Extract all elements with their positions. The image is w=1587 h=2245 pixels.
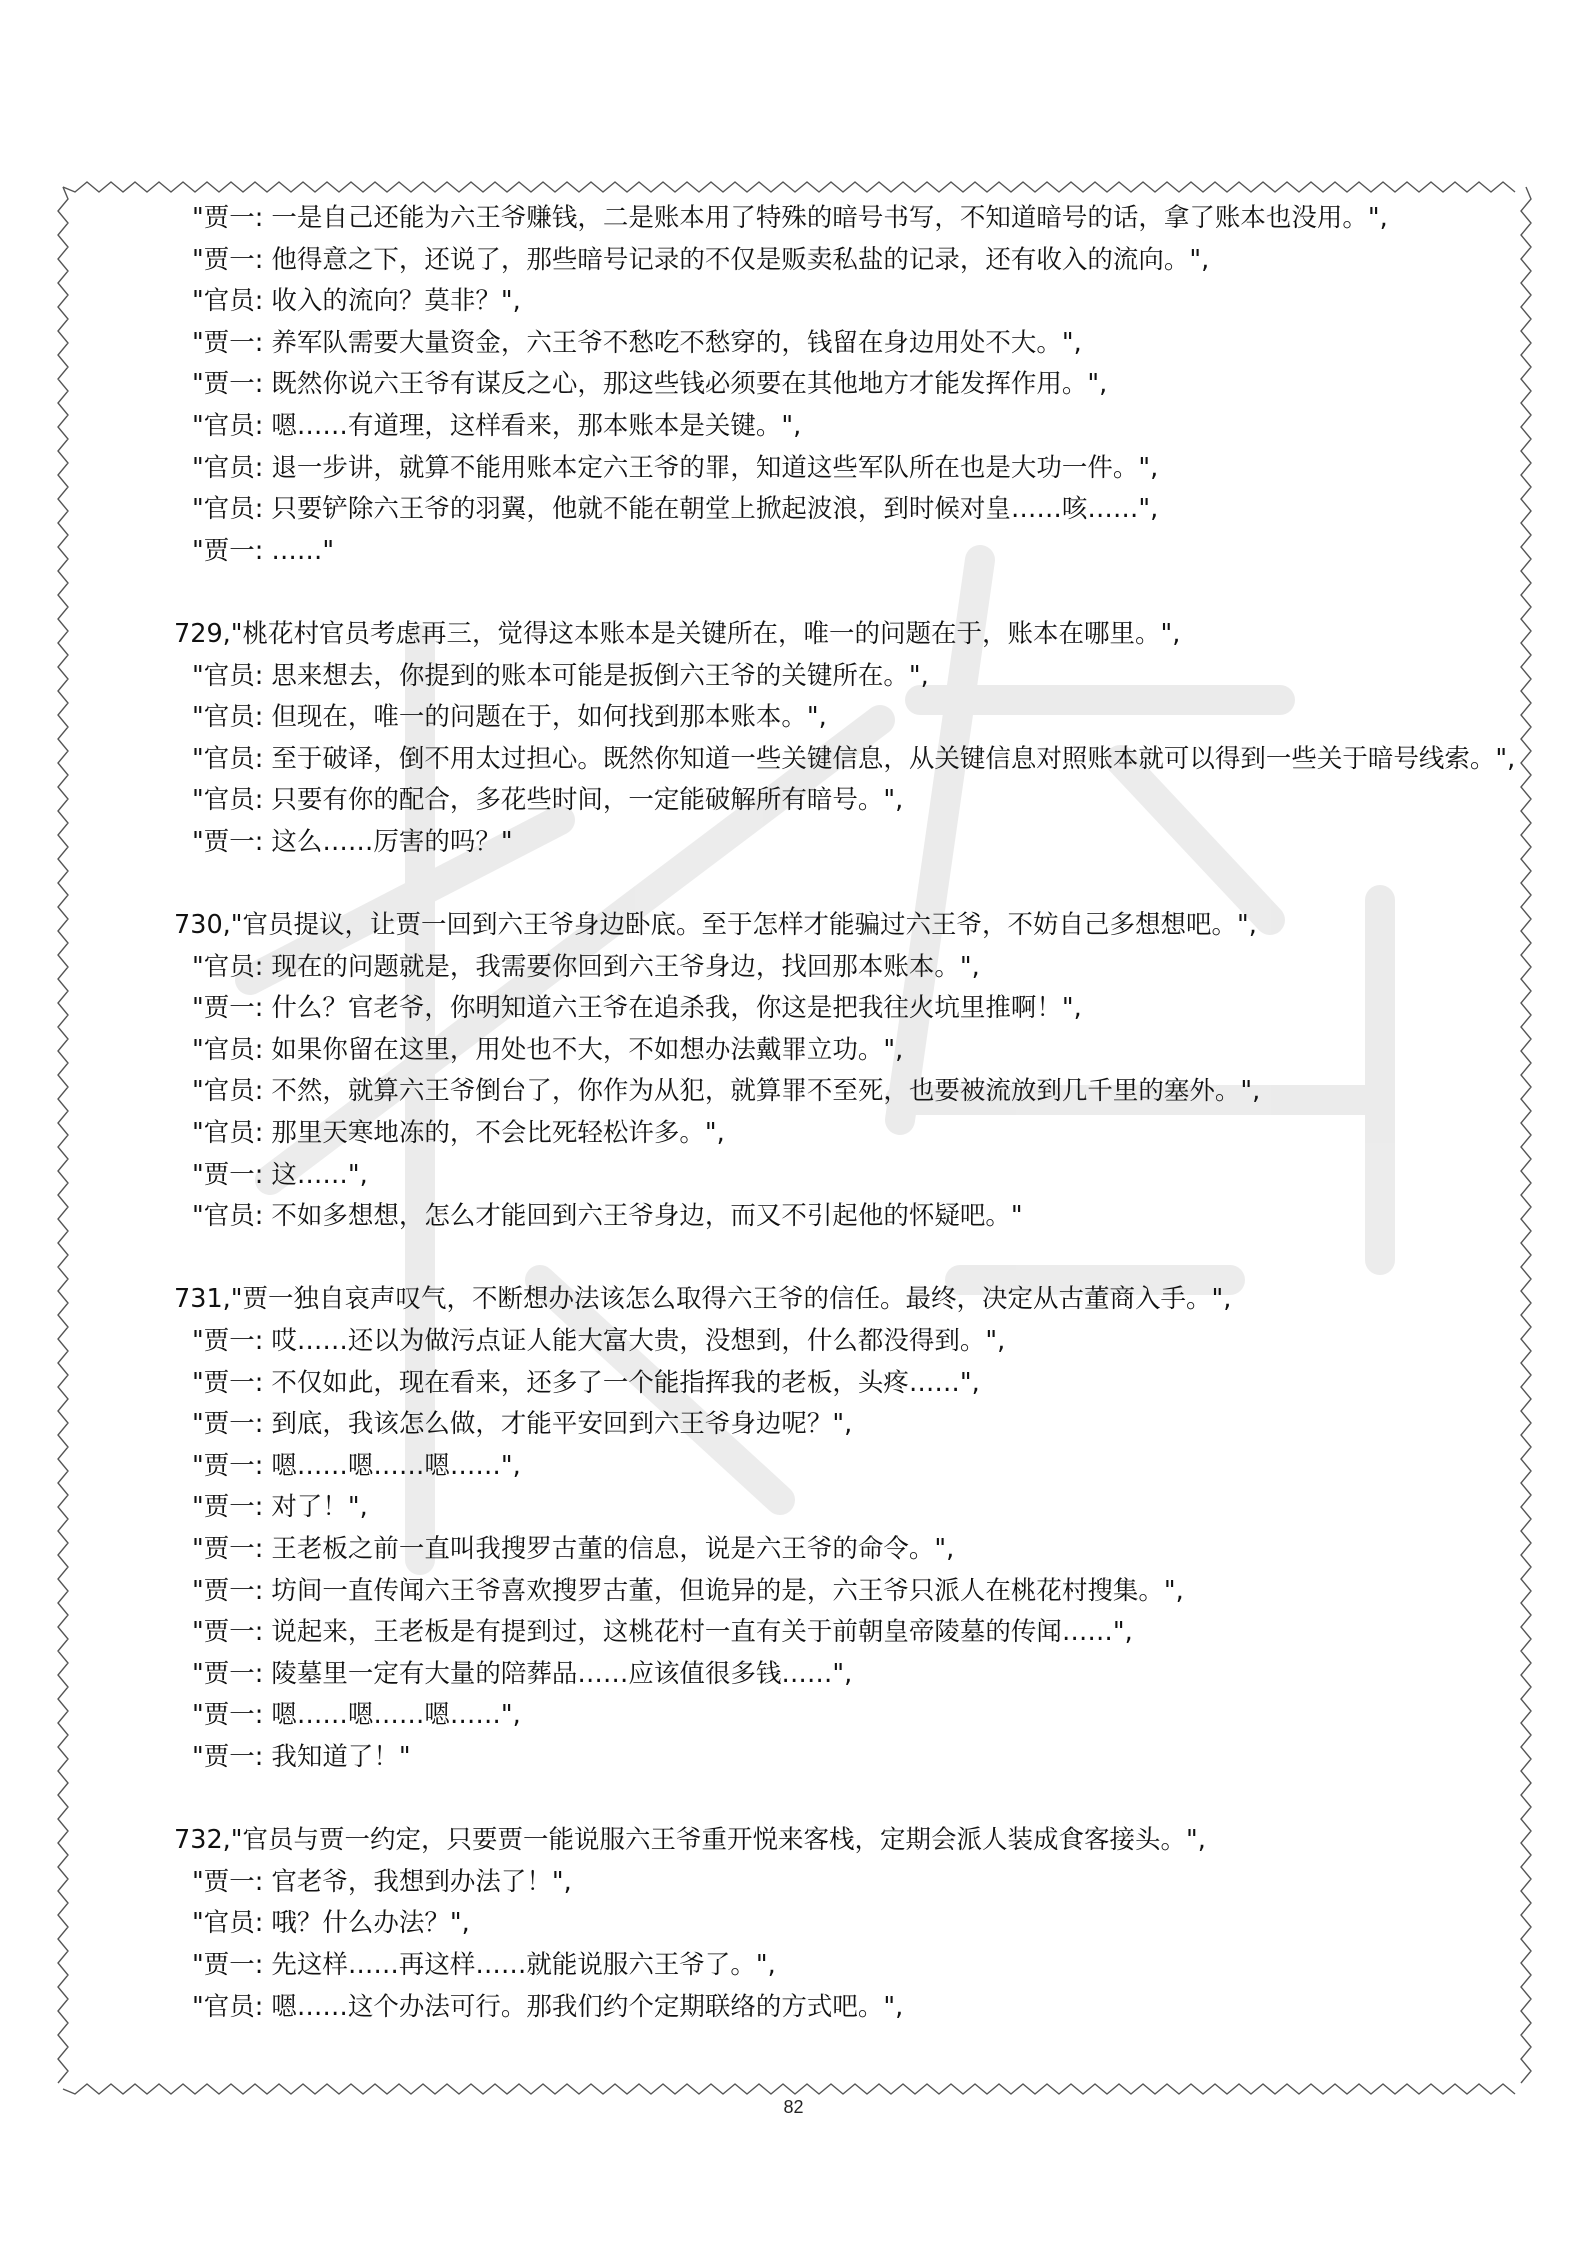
page-number: 82: [783, 2097, 804, 2117]
dialog-line: "贾一: 到底，我该怎么做，才能平安回到六王爷身边呢？",: [192, 1409, 853, 1440]
paragraph-gap: [80, 1238, 1520, 1280]
paragraph: [80, 1820, 1520, 2028]
dialog-line: "贾一: 官老爷，我想到办法了！",: [192, 1866, 572, 1897]
document-body: [80, 198, 1520, 2028]
dialog-line: "贾一: ……": [192, 535, 335, 566]
paragraph: [80, 614, 1520, 864]
dialog-line: "官员: 但现在，唯一的问题在于，如何找到那本账本。",: [192, 702, 827, 733]
dialog-line: "贾一: 对了！",: [192, 1492, 368, 1523]
dialog-line: "贾一: 王老板之前一直叫我搜罗古董的信息，说是六王爷的命令。",: [192, 1534, 955, 1564]
dialog-line: "贾一: 哎……还以为做污点证人能大富大贵，没想到，什么都没得到。",: [192, 1326, 1006, 1357]
dialog-line: "贾一: 养军队需要大量资金，六王爷不愁吃不愁穿的，钱留在身边用处不大。",: [192, 327, 1082, 358]
dialog-line: "官员: 至于破译，倒不用太过担心。既然你知道一些关键信息，从关键信息对照账本就可以得到一些关于暗号线索。",: [192, 743, 1516, 774]
dialog-line: "贾一: 既然你说六王爷有谋反之心，那这些钱必须要在其他地方才能发挥作用。",: [192, 369, 1108, 400]
dialog-line: "贾一: 我知道了！": [192, 1741, 411, 1772]
dialog-line: "贾一: 嗯……嗯……嗯……",: [192, 1450, 521, 1481]
scene-heading: 732,"官员与贾一约定，只要贾一能说服六王爷重开悦来客栈，定期会派人装成食客接头。",: [174, 1825, 1206, 1856]
paragraph: [80, 198, 1520, 572]
dialog-line: "官员: 不然，就算六王爷倒台了，你作为从犯，就算罪不至死，也要被流放到几千里的塞外。",: [192, 1076, 1261, 1107]
dialog-line: "贾一: 不仅如此，现在看来，还多了一个能指挥我的老板，头疼……",: [192, 1367, 980, 1398]
dialog-line: "官员: 现在的问题就是，我需要你回到六王爷身边，找回那本账本。",: [192, 951, 980, 982]
dialog-line: "贾一: 坊间一直传闻六王爷喜欢搜罗古董，但诡异的是，六王爷只派人在桃花村搜集。",: [192, 1575, 1184, 1606]
scene-heading: 730,"官员提议，让贾一回到六王爷身边卧底。至于怎样才能骗过六王爷，不妨自己多想想吧。",: [174, 910, 1257, 941]
dialog-line: "贾一: 一是自己还能为六王爷赚钱，二是账本用了特殊的暗号书写，不知道暗号的话，拿了账本也没用。",: [192, 203, 1388, 233]
dialog-line: "贾一: 什么？官老爷，你明知道六王爷在追杀我，你这是把我往火坑里推啊！",: [192, 993, 1082, 1024]
dialog-line: "贾一: 陵墓里一定有大量的陪葬品……应该值很多钱……",: [192, 1658, 853, 1689]
paragraph-gap: [80, 572, 1520, 614]
paragraph-gap: [80, 1779, 1520, 1821]
scene-heading: 731,"贾一独自哀声叹气，不断想办法该怎么取得六王爷的信任。最终，决定从古董商入手。",: [174, 1284, 1232, 1315]
dialog-line: "官员: 哦？什么办法？",: [192, 1908, 470, 1939]
dialog-line: "官员: 如果你留在这里，用处也不大，不如想办法戴罪立功。",: [192, 1034, 904, 1065]
paragraph: [80, 905, 1520, 1238]
dialog-line: "官员: 嗯……这个办法可行。那我们约个定期联络的方式吧。",: [192, 1991, 904, 2022]
dialog-line: "贾一: 嗯……嗯……嗯……",: [192, 1700, 521, 1731]
dialog-line: "官员: 只要铲除六王爷的羽翼，他就不能在朝堂上掀起波浪，到时候对皇……咳……",: [192, 494, 1159, 525]
paragraph: [80, 1279, 1520, 1778]
dialog-line: "官员: 只要有你的配合，多花些时间，一定能破解所有暗号。",: [192, 785, 904, 816]
dialog-line: "贾一: 说起来，王老板是有提到过，这桃花村一直有关于前朝皇帝陵墓的传闻……",: [192, 1617, 1133, 1648]
paragraph-gap: [80, 864, 1520, 906]
dialog-line: "官员: 那里天寒地冻的，不会比死轻松许多。",: [192, 1118, 725, 1149]
dialog-line: "贾一: 这……",: [192, 1159, 368, 1190]
dialog-line: "官员: 退一步讲，就算不能用账本定六王爷的罪，知道这些军队所在也是大功一件。",: [192, 452, 1159, 483]
dialog-line: "贾一: 先这样……再这样……就能说服六王爷了。",: [192, 1949, 776, 1980]
dialog-line: "官员: 思来想去，你提到的账本可能是扳倒六王爷的关键所在。",: [192, 660, 929, 691]
dialog-line: "贾一: 他得意之下，还说了，那些暗号记录的不仅是贩卖私盐的记录，还有收入的流向。",: [192, 244, 1210, 275]
dialog-line: "官员: 嗯……有道理，这样看来，那本账本是关键。",: [192, 410, 802, 441]
dialog-line: "官员: 不如多想想，怎么才能回到六王爷身边，而又不引起他的怀疑吧。": [192, 1201, 1023, 1232]
scene-heading: 729,"桃花村官员考虑再三，觉得这本账本是关键所在，唯一的问题在于，账本在哪里。",: [174, 618, 1181, 649]
dialog-line: "贾一: 这么……厉害的吗？": [192, 826, 513, 857]
dialog-line: "官员: 收入的流向？莫非？",: [192, 286, 521, 317]
